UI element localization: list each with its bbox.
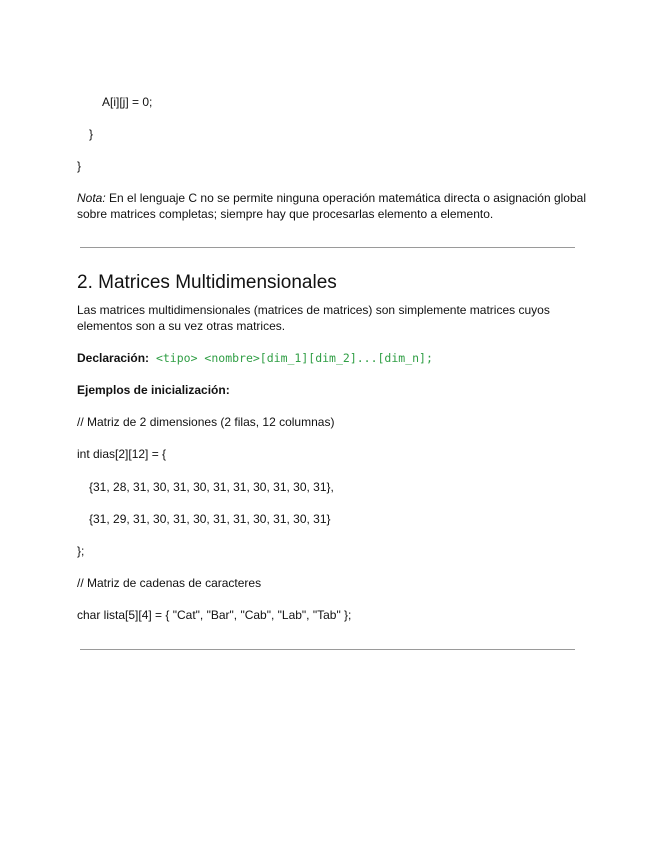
code-comment: // Matriz de 2 dimensiones (2 filas, 12 columnas): [77, 415, 335, 429]
intro-paragraph: Las matrices multidimensionales (matrices de matrices) son simplemente matrices cuyos elementos son a su vez otras matrices.: [77, 303, 550, 333]
note-paragraph: [77, 190, 587, 222]
declaration-label: Declaración:: [77, 351, 150, 365]
code-line: {31, 28, 31, 30, 31, 30, 31, 31, 30, 31, 30, 31},: [89, 480, 334, 494]
note-text: En el lenguaje C no se permite ninguna operación matemática directa o asignación global sobre matrices completas; siempre hay que procesarlas elemento a elemento.: [77, 191, 586, 221]
declaration-code: <tipo> <nombre>[dim_1][dim_2]...[dim_n];: [149, 351, 433, 365]
code-line: A[i][j] = 0;: [102, 95, 153, 109]
horizontal-divider: [80, 247, 575, 248]
code-line: int dias[2][12] = {: [77, 447, 167, 461]
examples-label: Ejemplos de inicialización:: [77, 383, 230, 397]
section-heading: 2. Matrices Multidimensionales: [77, 272, 337, 293]
code-line: }: [77, 159, 82, 173]
note-label: Nota:: [77, 191, 106, 205]
code-line: {31, 29, 31, 30, 31, 30, 31, 31, 30, 31, 30, 31}: [89, 512, 331, 526]
declaration-line: [77, 350, 433, 366]
code-line: }: [89, 127, 94, 141]
code-comment: // Matriz de cadenas de caracteres: [77, 576, 262, 590]
code-line: char lista[5][4] = { "Cat", "Bar", "Cab", "Lab", "Tab" };: [77, 608, 352, 622]
horizontal-divider: [80, 649, 575, 650]
code-line: };: [77, 544, 85, 558]
